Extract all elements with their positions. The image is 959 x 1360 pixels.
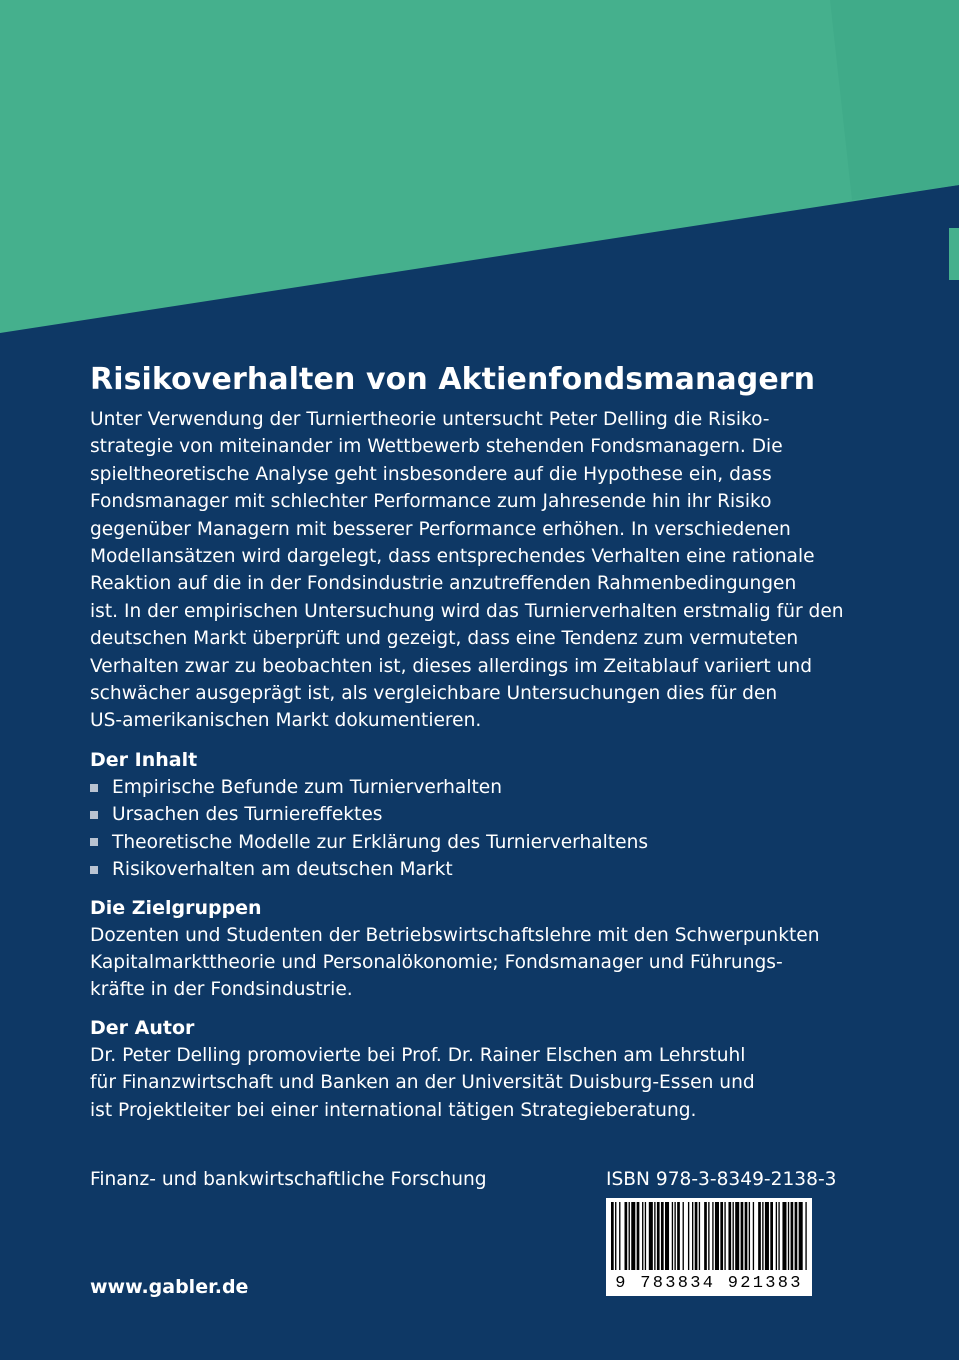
description-line: spieltheoretische Analyse geht insbesondere auf die Hypothese ein, dass [90,463,772,485]
isbn-barcode [606,1198,812,1296]
description-line: gegenüber Managern mit besserer Performance erhöhen. In verschiedenen [90,518,791,540]
description-line: Reaktion auf die in der Fondsindustrie anzutreffenden Rahmenbedingungen [90,573,797,595]
autor-line: Dr. Peter Delling promovierte bei Prof. Dr. Rainer Elschen am Lehrstuhl [90,1044,746,1066]
autor-line: ist Projektleiter bei einer international tätigen Strategieberatung. [90,1099,697,1121]
list-item-text: Theoretische Modelle zur Erklärung des Turnierverhaltens [112,831,649,853]
barcode-digits: 9 783834 921383 [615,1274,803,1293]
back-cover-text [90,360,850,1124]
zielgruppen-line: Dozenten und Studenten der Betriebswirtschaftslehre mit den Schwerpunkten [90,924,820,946]
green-band-edge [830,0,959,200]
section-inhalt [90,747,850,884]
description-line: Fondsmanager mit schlechter Performance zum Jahresende hin ihr Risiko [90,491,772,513]
bullet-square-icon [90,784,98,792]
section-zielgruppen [90,895,850,1004]
green-edge-tab [949,228,959,280]
list-item-text: Empirische Befunde zum Turnierverhalten [112,776,503,798]
inhalt-list [90,774,850,884]
description-line: Unter Verwendung der Turniertheorie untersucht Peter Delling die Risiko- [90,409,770,430]
zielgruppen-text [90,922,850,1004]
bullet-square-icon [90,838,98,846]
book-title: Risikoverhalten von Aktienfondsmanagern [90,362,816,397]
description-line: Verhalten zwar zu beobachten ist, dieses allerdings im Zeitablauf variiert und [90,655,813,677]
list-item-text: Ursachen des Turniereffektes [112,804,383,826]
description-line: Modellansätzen wird dargelegt, dass entsprechendes Verhalten eine rationale [90,546,815,568]
publisher-website[interactable]: www.gabler.de [90,1276,249,1298]
zielgruppen-line: kräfte in der Fondsindustrie. [90,979,353,1001]
list-item-text: Risikoverhalten am deutschen Markt [112,859,453,881]
description-line: ist. In der empirischen Untersuchung wird das Turnierverhalten erstmalig für den [90,600,844,622]
description-line: US-amerikanischen Markt dokumentieren. [90,710,482,732]
list-item [90,856,850,883]
isbn-number: ISBN 978-3-8349-2138-3 [606,1169,837,1190]
list-item [90,801,850,828]
autor-line: für Finanzwirtschaft und Banken an der Universität Duisburg-Essen und [90,1072,755,1094]
list-item [90,774,850,801]
bullet-square-icon [90,811,98,819]
description-line: schwächer ausgeprägt ist, als vergleichbare Untersuchungen dies für den [90,683,778,705]
series-name: Finanz- und bankwirtschaftliche Forschung [90,1169,487,1190]
autor-text [90,1042,850,1124]
description-line: deutschen Markt überprüft und gezeigt, dass eine Tendenz zum vermuteten [90,628,799,650]
zielgruppen-heading: Die Zielgruppen [90,896,262,919]
section-autor [90,1015,850,1124]
inhalt-heading: Der Inhalt [90,748,198,771]
zielgruppen-line: Kapitalmarkttheorie und Personalökonomie; Fondsmanager und Führungs- [90,951,783,973]
bullet-square-icon [90,866,98,874]
book-description [90,406,850,735]
autor-heading: Der Autor [90,1016,195,1039]
list-item [90,829,850,856]
description-line: strategie von miteinander im Wettbewerb stehenden Fondsmanagern. Die [90,436,783,458]
